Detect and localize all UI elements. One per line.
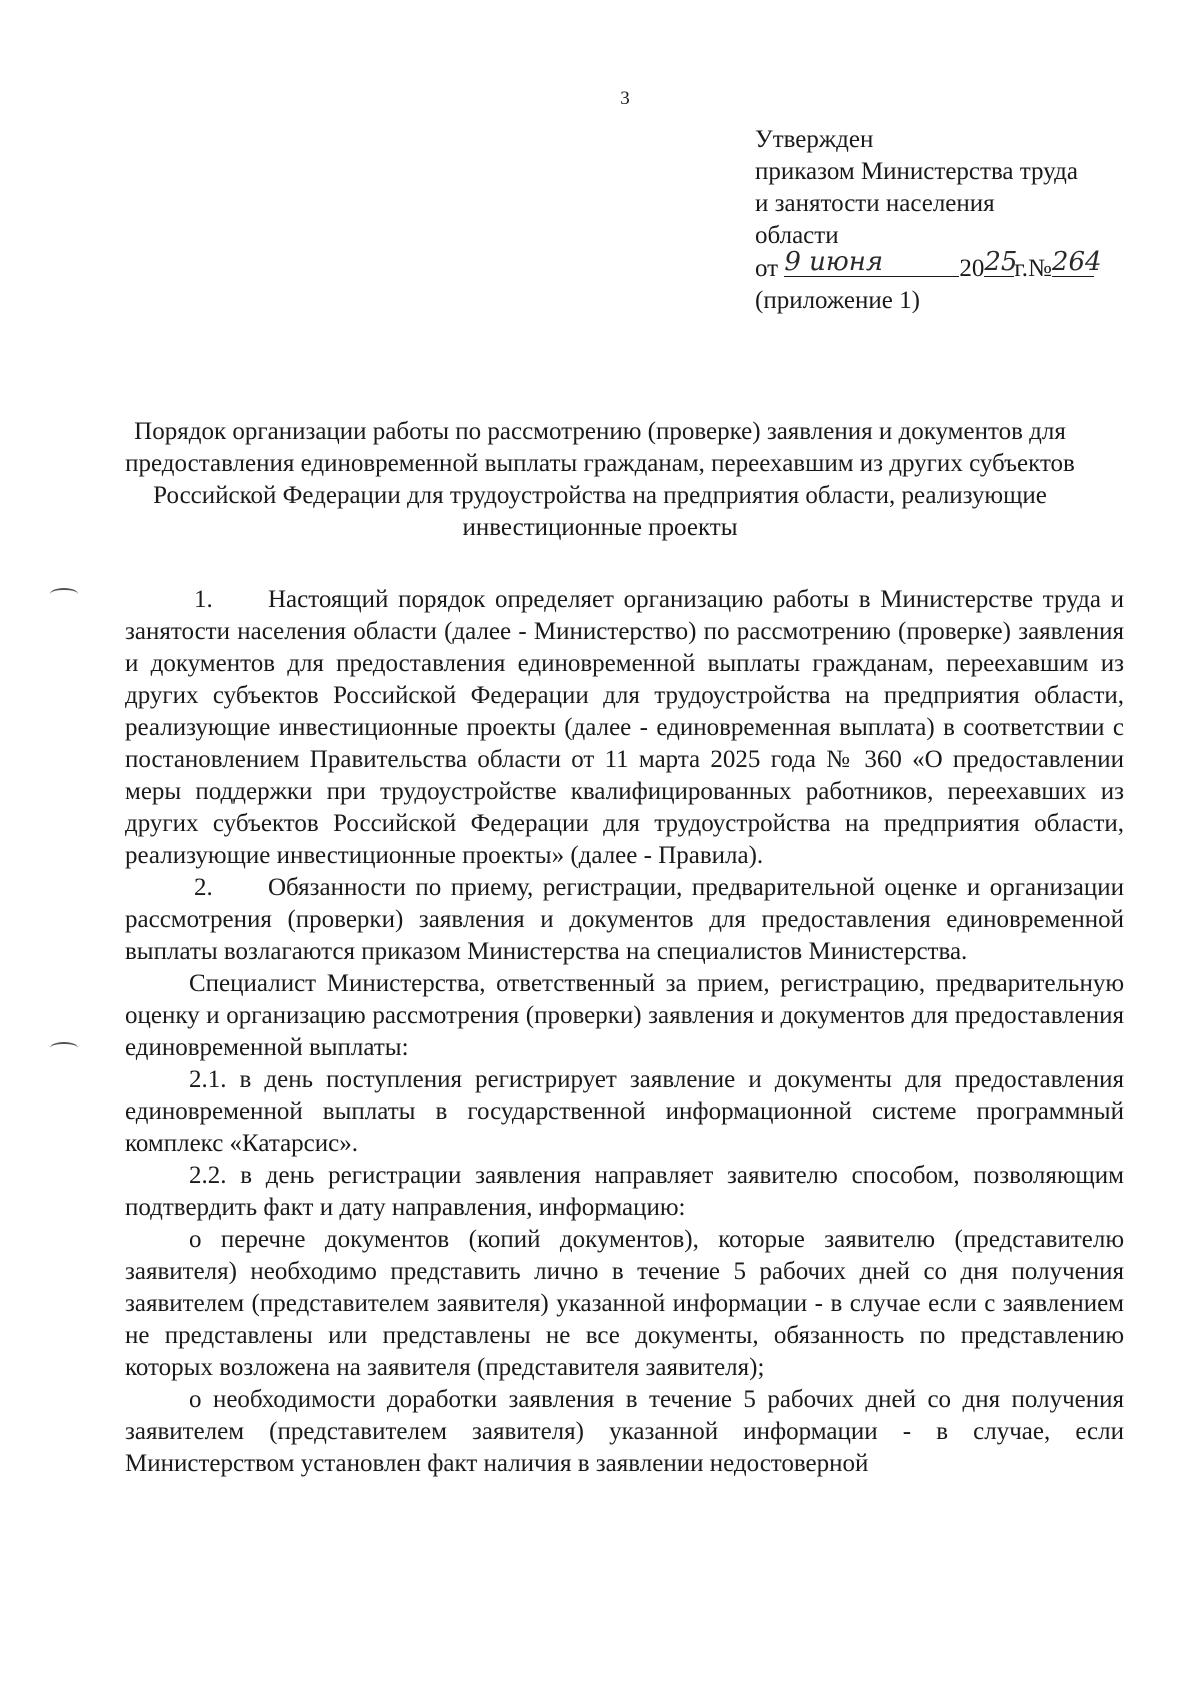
date-prefix: от xyxy=(755,255,779,282)
year-blank xyxy=(984,247,1018,277)
approval-line: и занятости населения xyxy=(755,190,995,217)
page-number: 3 xyxy=(620,88,630,109)
date-blank xyxy=(784,247,959,277)
handwritten-year: 25 xyxy=(984,247,1018,277)
approval-stamp xyxy=(755,124,1175,317)
paragraph-number: 2. xyxy=(194,874,213,901)
paragraph-item-revision: о необходимости доработки заявления в течение 5 рабочих дней со дня получения заявителем (представителем заявителя) указанной информации - в случае, если Министерством установлен факт наличия в заявлении недостоверной xyxy=(125,1386,1124,1477)
paragraph-number: 1. xyxy=(194,586,213,613)
paragraph-text: Настоящий порядок определяет организацию работы в Министерстве труда и занятости населения области (далее - Министерство) по рассмотрению (проверке) заявления и документов для предоставления единовременной выплаты гражданам, переехавшим из других субъектов Российской Федерации для трудоустройства на предприятия области, реализующие инвестиционные проекты (далее - единовременная выплата) в соответствии с постановлением Правительства области от 11 марта 2025 года № 360 «О предоставлении меры поддержки при трудоустройстве квалифицированных работников, переехавших из других субъектов Российской Федерации для трудоустройства на предприятия области, реализующие инвестиционные проекты» (далее - Правила). xyxy=(125,586,1124,869)
paragraph-item-documents: о перечне документов (копий документов), которые заявителю (представителю заявителя) необходимо представить лично в течение 5 рабочих дней со дня получения заявителем (представителем заявителя) указанной информации - в случае если с заявлением не представлены или представлены не все документы, обязанность по представлению которых возложена на заявителя (представителя заявителя); xyxy=(125,1226,1124,1381)
paragraph-1 xyxy=(125,584,1124,872)
paragraph-2 xyxy=(125,872,1124,968)
approval-line: приказом Министерства труда xyxy=(755,158,1078,185)
handwritten-date: 9 июня xyxy=(784,247,884,277)
margin-mark xyxy=(50,1042,78,1054)
number-blank xyxy=(1051,247,1102,277)
approval-line: области xyxy=(755,222,839,249)
document-title: Порядок организации работы по рассмотрению (проверке) заявления и документов для предоставления единовременной выплаты гражданам, переехавшим из других субъектов Российской Федерации для трудоустройства на предприятия области, реализующие инвестиционные проекты xyxy=(125,418,1075,541)
year-prefix: 20 xyxy=(959,255,985,282)
paragraph-text: Обязанности по приему, регистрации, предварительной оценке и организации рассмотрения (проверки) заявления и документов для предоставления единовременной выплаты возлагаются приказом Министерства на специалистов Министерства. xyxy=(125,874,1124,965)
number-sign: г.№ xyxy=(1014,255,1052,282)
paragraph-3: Специалист Министерства, ответственный за прием, регистрацию, предварительную оценку и организацию рассмотрения (проверки) заявления и документов для предоставления единовременной выплаты: xyxy=(125,970,1124,1061)
appendix-label: (приложение 1) xyxy=(755,287,920,314)
handwritten-number: 264 xyxy=(1051,247,1102,277)
document-body xyxy=(125,584,1124,1480)
paragraph-2-1: 2.1. в день поступления регистрирует заявление и документы для предоставления единовременной выплаты в государственной информационной системе программный комплекс «Катарсис». xyxy=(125,1066,1124,1157)
paragraph-2-2: 2.2. в день регистрации заявления направляет заявителю способом, позволяющим подтвердить факт и дату направления, информацию: xyxy=(125,1162,1124,1221)
approval-date-line xyxy=(755,247,1175,285)
margin-mark xyxy=(50,588,78,600)
approval-line: Утвержден xyxy=(755,126,874,153)
